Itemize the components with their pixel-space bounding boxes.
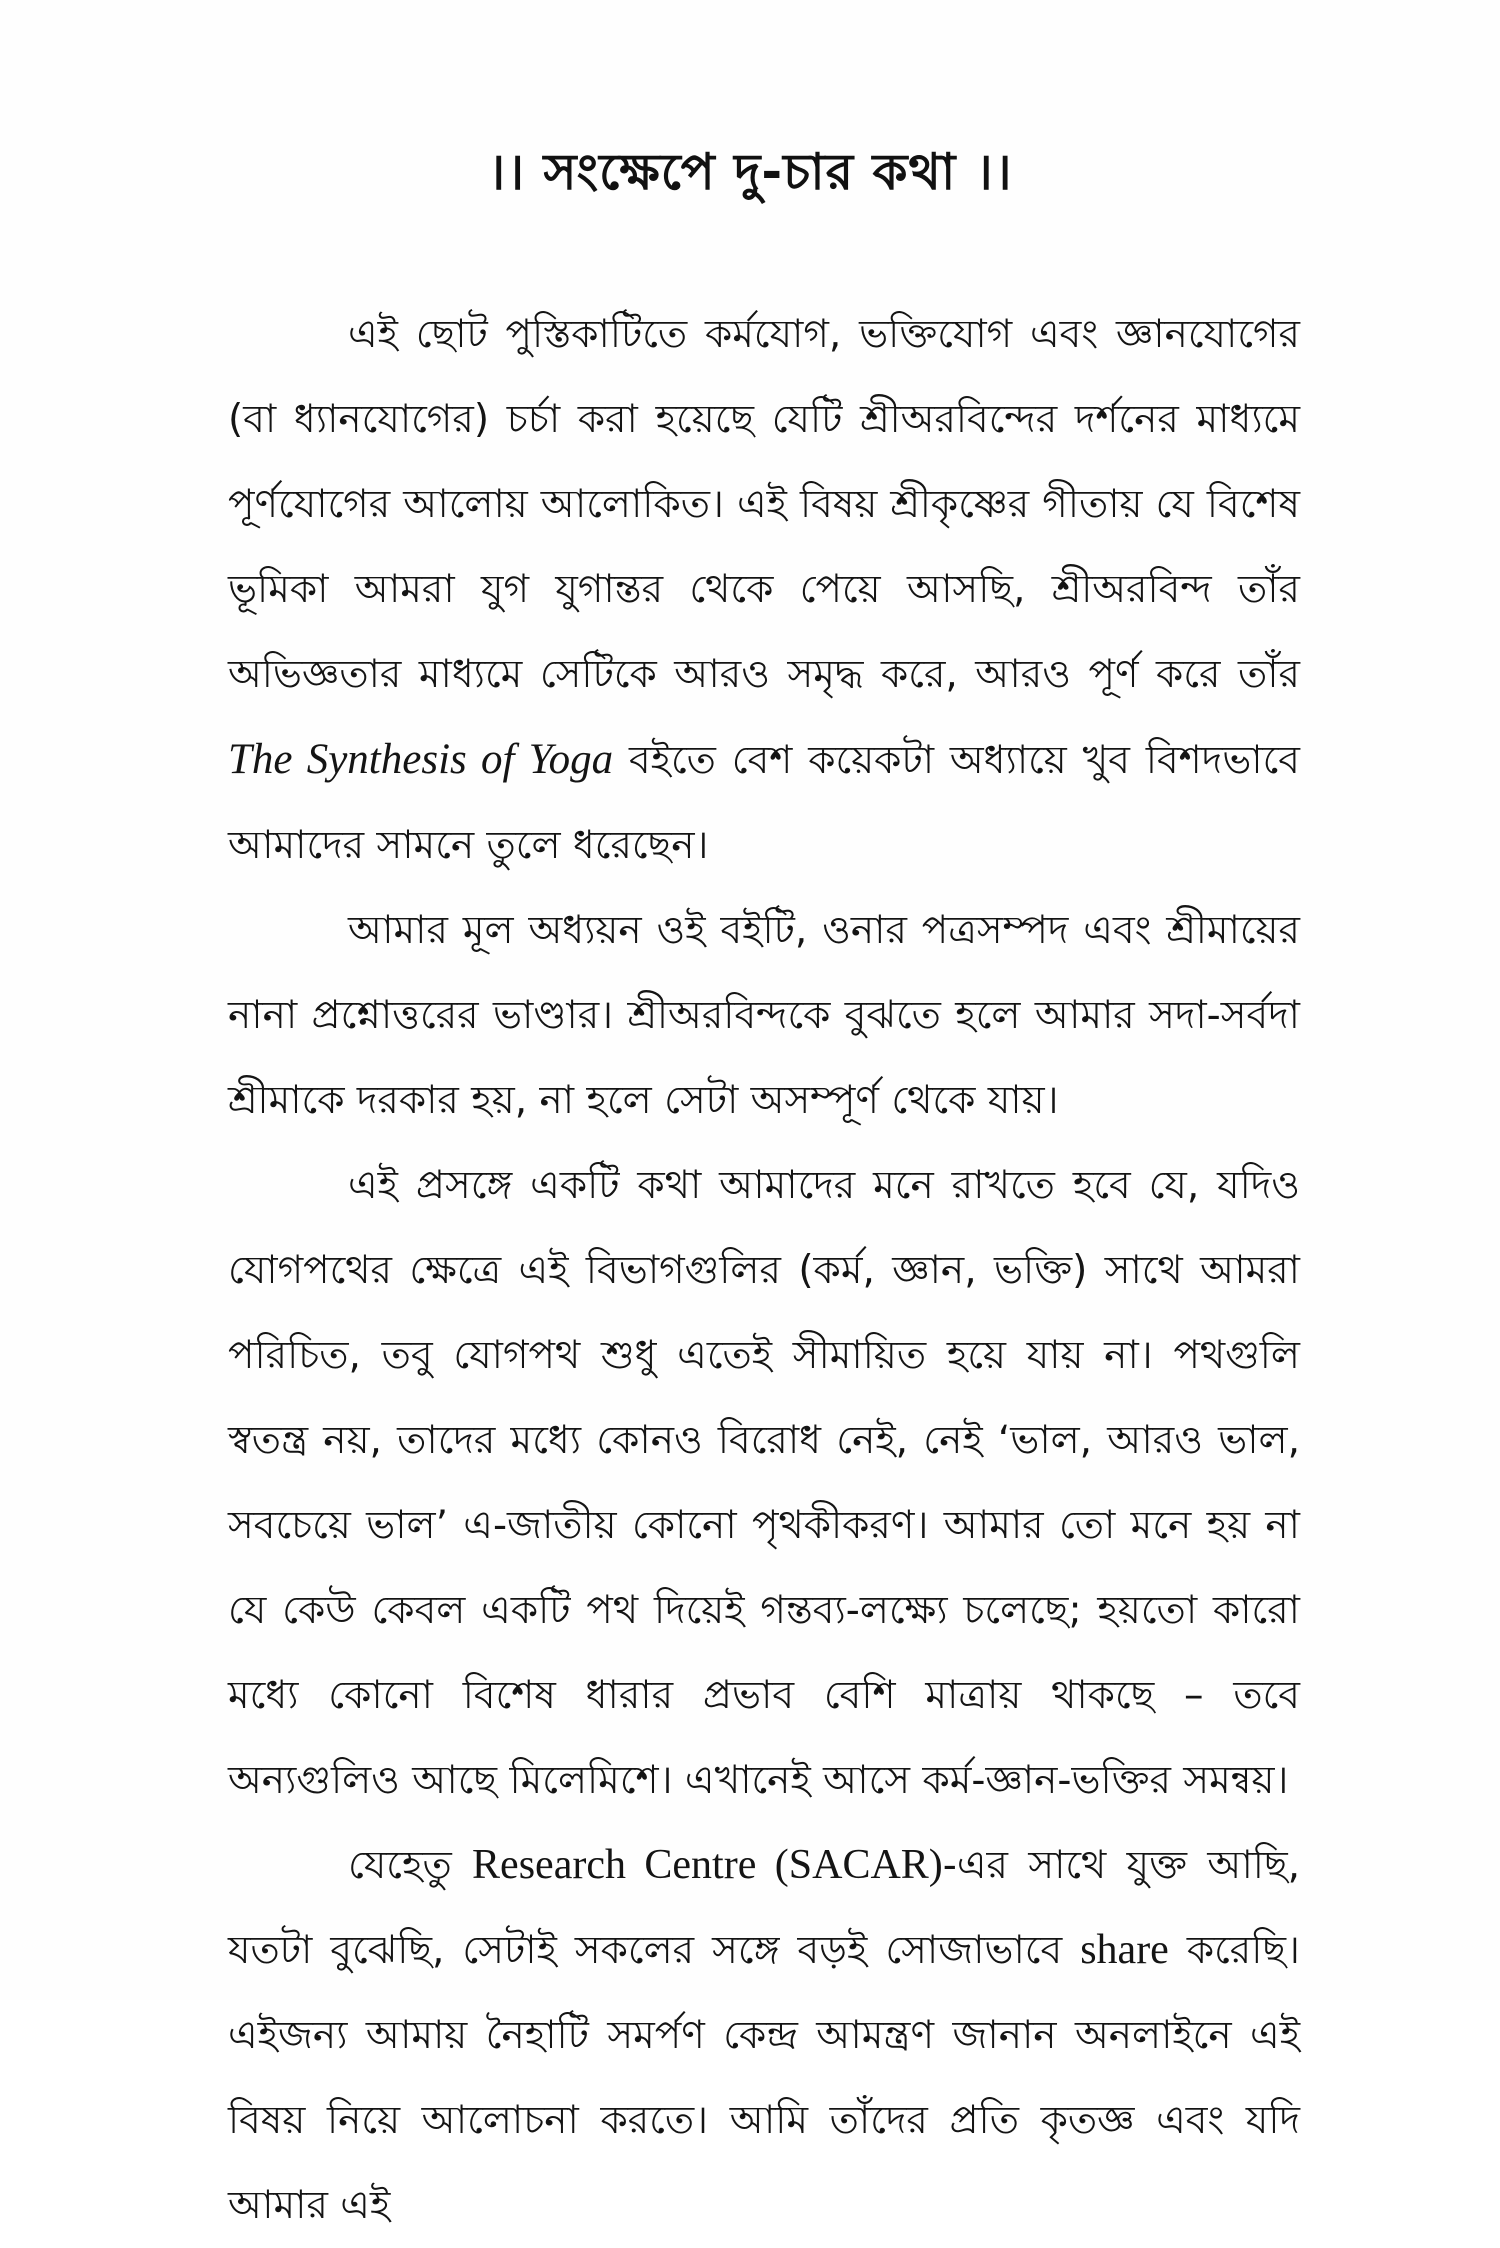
page-title: ।। সংক্ষেপে দু-চার কথা ।। xyxy=(487,143,1013,201)
paragraph-4-text-c: করেছি। এইজন্য আমায় নৈহাটি সমর্পণ কেন্দ্র আমন্ত্রণ জানান অনলাইনে এই বিষয় নিয়ে আলোচনা করতে। আমি তাঁদের প্রতি কৃতজ্ঞ এবং যদি আমার এই xyxy=(228,1928,1300,2228)
research-centre-name: Research Centre (SACAR) xyxy=(472,1842,943,1888)
paragraph-1-text-a: এই ছোট পুস্তিকাটিতে কর্মযোগ, ভক্তিযোগ এবং জ্ঞানযোগের (বা ধ্যানযোগের) চর্চা করা হয়েছে যেটি শ্রীঅরবিন্দের দর্শনের মাধ্যমে পূর্ণযোগের আলোয় আলোকিত। এই বিষয় শ্রীকৃষ্ণের গীতায় যে বিশেষ ভূমিকা আমরা যুগ যুগান্তর থেকে পেয়ে আসছি, শ্রীঅরবিন্দ তাঁর অভিজ্ঞতার মাধ্যমে সেটিকে আরও সমৃদ্ধ করে, আরও পূর্ণ করে তাঁর xyxy=(228,312,1300,697)
paragraph-1-text-b: বইতে বেশ কয়েকটা অধ্যায়ে খুব বিশদভাবে আমাদের সামনে তুলে ধরেছেন। xyxy=(228,738,1300,868)
english-word-share: share xyxy=(1080,1927,1169,1973)
paragraph-4-text-b: -এর সাথে যুক্ত আছি, যতটা বুঝেছি, সেটাই সকলের সঙ্গে বড়ই সোজাভাবে xyxy=(228,1843,1300,1973)
paragraph-3: এই প্রসঙ্গে একটি কথা আমাদের মনে রাখতে হবে যে, যদিও যোগপথের ক্ষেত্রে এই বিভাগগুলির (কর্ম, জ্ঞান, ভক্তি) সাথে আমরা পরিচিত, তবু যোগপথ শুধু এতেই সীমায়িত হয়ে যায় না। পথগুলি স্বতন্ত্র নয়, তাদের মধ্যে কোনও বিরোধ নেই, নেই ‘ভাল, আরও ভাল, সবচেয়ে ভাল’ এ-জাতীয় কোনো পৃথকীকরণ। আমার তো মনে হয় না যে কেউ কেবল একটি পথ দিয়েই গন্তব্য-লক্ষ্যে চলেছে; হয়তো কারো মধ্যে কোনো বিশেষ ধারার প্রভাব বেশি মাত্রায় থাকছে – তবে অন্যগুলিও আছে মিলেমিশে। এখানেই আসে কর্ম-জ্ঞান-ভক্তির সমন্বয়। xyxy=(228,1163,1300,1803)
paragraph-4-text-a: যেহেতু xyxy=(348,1843,473,1888)
paragraph-1 xyxy=(228,292,1300,888)
paragraph-2: আমার মূল অধ্যয়ন ওই বইটি, ওনার পত্রসম্পদ এবং শ্রীমায়ের নানা প্রশ্নোত্তরের ভাণ্ডার। শ্রীঅরবিন্দকে বুঝতে হলে আমার সদা-সর্বদা শ্রীমাকে দরকার হয়, না হলে সেটা অসম্পূর্ণ থেকে যায়। xyxy=(228,908,1300,1123)
body-text xyxy=(228,292,1300,2248)
book-title: The Synthesis of Yoga xyxy=(228,736,614,783)
paragraph-4 xyxy=(228,1823,1300,2248)
